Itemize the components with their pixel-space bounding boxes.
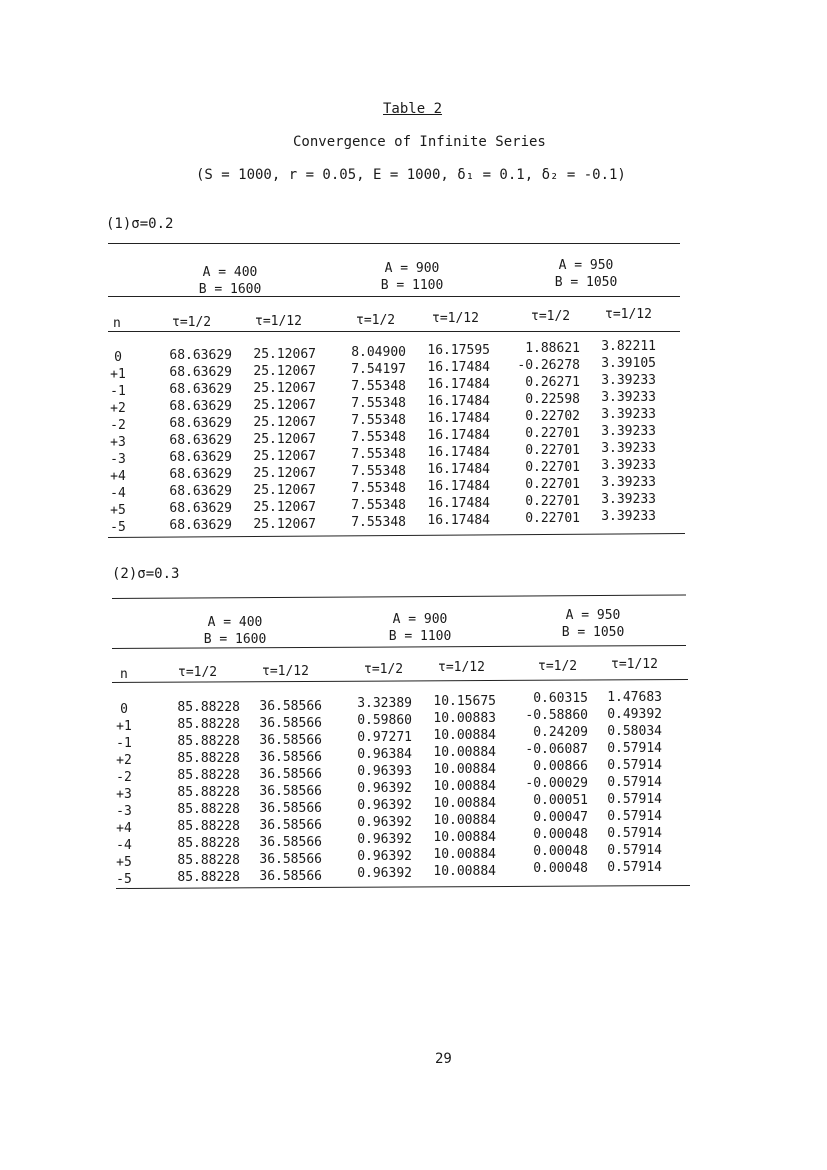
table-cell: 36.58566 [259,733,322,748]
group-header: A = 400 B = 1600 [198,265,262,297]
table-cell: 7.54197 [351,362,406,377]
column-header: τ=1/12 [438,660,485,675]
group-header: A = 950 B = 1050 [561,608,625,640]
table-cell: 16.17484 [427,394,490,409]
table-cell: 0.22701 [525,494,580,509]
table-cell: 0.96392 [357,781,412,796]
column-header: τ=1/2 [172,315,212,330]
column-header: τ=1/2 [364,662,404,677]
table-cell: 3.39233 [601,373,656,388]
table-cell: 36.58566 [259,852,322,867]
table-cell: 0.22701 [525,443,580,458]
table-cell: 85.88228 [177,751,240,766]
table-cell: 0.00048 [533,861,588,876]
table-column [110,701,138,888]
table-cell: 3.39233 [601,492,656,507]
table-cell: 16.17484 [427,462,490,477]
table-column [574,338,656,525]
table-cell: 3.32389 [357,696,412,711]
table-cell: 0.59860 [357,713,412,728]
table-cell: 85.88228 [177,853,240,868]
table-cell: 0.00047 [533,810,588,825]
column-header: τ=1/12 [262,664,309,679]
table-cell: 16.17484 [427,513,490,528]
column-header: τ=1/12 [432,311,479,326]
table-cell: 10.00884 [433,830,496,845]
table-cell: 0.58034 [607,724,662,739]
row-index: -4 [116,838,132,853]
table-cell: 0.57914 [607,809,662,824]
table-cell: 0.57914 [607,775,662,790]
top-rule [112,594,686,599]
table-column [148,347,232,534]
table-cell: 10.00884 [433,779,496,794]
table-cell: 36.58566 [259,784,322,799]
table-cell: 25.12067 [253,381,316,396]
table-cell: 25.12067 [253,517,316,532]
row-index: -5 [116,872,132,887]
row-index: +1 [116,719,132,734]
table-cell: 3.82211 [601,339,656,354]
column-header: τ=1/2 [356,313,396,328]
table-cell: 0.96384 [357,747,412,762]
table-cell: 36.58566 [259,750,322,765]
table-cell: 0.57914 [607,741,662,756]
header-bottom-rule [108,331,680,332]
column-header: τ=1/12 [611,657,658,672]
table-cell: 10.00884 [433,762,496,777]
group-header: A = 900 B = 1100 [388,612,452,644]
table-cell: 0.96392 [357,815,412,830]
table-cell: 68.63629 [169,365,232,380]
row-index: -1 [116,736,132,751]
column-header: τ=1/2 [538,659,578,674]
table-parameters: (S = 1000, r = 0.05, E = 1000, δ₁ = 0.1, δ₂ = -0.1) [196,167,626,183]
table-cell: 7.55348 [351,481,406,496]
table-cell: 3.39233 [601,458,656,473]
table-cell: 36.58566 [259,869,322,884]
table-cell: 16.17484 [427,445,490,460]
header-rule [108,296,680,297]
table-cell: 3.39233 [601,424,656,439]
table-cell: 68.63629 [169,450,232,465]
group-header: A = 900 B = 1100 [380,261,444,293]
table-cell: 0.57914 [607,860,662,875]
table-cell: 16.17484 [427,377,490,392]
group-header: A = 950 B = 1050 [554,258,618,290]
table-column [496,340,580,527]
table-label: Table 2 [383,101,443,117]
table-cell: 7.55348 [351,430,406,445]
row-index: 0 [120,702,128,717]
table-column [326,344,406,531]
table-cell: 85.88228 [177,802,240,817]
row-index: -1 [110,384,126,399]
table-cell: 68.63629 [169,433,232,448]
table-cell: 85.88228 [177,870,240,885]
table-cell: 0.00048 [533,827,588,842]
row-index: +2 [116,753,132,768]
table-cell: 68.63629 [169,467,232,482]
table-cell: 3.39233 [601,390,656,405]
table-cell: 7.55348 [351,396,406,411]
table-column [404,342,490,529]
table-cell: 25.12067 [253,398,316,413]
table-cell: 0.22702 [525,409,580,424]
table-cell: 85.88228 [177,768,240,783]
table-cell: 36.58566 [259,767,322,782]
table-cell: 0.00051 [533,793,588,808]
group-header: A = 400 B = 1600 [203,615,267,647]
table-cell: 10.00884 [433,728,496,743]
table-cell: 0.24209 [533,725,588,740]
row-index: +2 [110,401,126,416]
row-index: -2 [110,418,126,433]
table-cell: 68.63629 [169,416,232,431]
column-header: τ=1/2 [178,665,218,680]
table-cell: 10.00884 [433,813,496,828]
table-cell: 10.00884 [433,796,496,811]
row-index: +3 [116,787,132,802]
column-header: τ=1/12 [605,307,652,322]
table-column [104,349,132,536]
table-cell: 36.58566 [259,835,322,850]
table-cell: 68.63629 [169,348,232,363]
table-cell: 25.12067 [253,500,316,515]
table-cell: 0.57914 [607,843,662,858]
table-cell: -0.26278 [517,358,580,373]
table-column [238,698,322,885]
table-cell: 25.12067 [253,415,316,430]
table-cell: 0.57914 [607,758,662,773]
table-cell: 10.00884 [433,847,496,862]
row-index: +4 [116,821,132,836]
table-cell: 8.04900 [351,345,406,360]
table-cell: 0.60315 [533,691,588,706]
row-index: +4 [110,469,126,484]
table-cell: 25.12067 [253,364,316,379]
column-header: τ=1/12 [255,314,302,329]
table-cell: 16.17595 [427,343,490,358]
table-cell: 85.88228 [177,717,240,732]
table-cell: 16.17484 [427,428,490,443]
table-cell: 25.12067 [253,466,316,481]
table-cell: 0.00048 [533,844,588,859]
table-cell: 25.12067 [253,432,316,447]
table-cell: 0.26271 [525,375,580,390]
table-cell: 1.88621 [525,341,580,356]
table-cell: 7.55348 [351,413,406,428]
table-cell: 3.39233 [601,509,656,524]
table-cell: 68.63629 [169,484,232,499]
table-cell: 0.00866 [533,759,588,774]
section-label: (2)σ=0.3 [112,566,180,582]
table-cell: 16.17484 [427,360,490,375]
table-cell: 85.88228 [177,819,240,834]
table-cell: -0.06087 [525,742,588,757]
table-cell: 0.22701 [525,460,580,475]
table-cell: 0.49392 [607,707,662,722]
row-index: -4 [110,486,126,501]
table-cell: 0.57914 [607,826,662,841]
table-cell: 0.96392 [357,849,412,864]
table-cell: 68.63629 [169,501,232,516]
table-cell: 0.96392 [357,798,412,813]
section-label: (1)σ=0.2 [106,216,174,232]
table-cell: 36.58566 [259,699,322,714]
page-number: 29 [435,1051,452,1067]
row-index: -2 [116,770,132,785]
table-cell: 16.17484 [427,479,490,494]
table-cell: 10.15675 [433,694,496,709]
table-cell: 10.00883 [433,711,496,726]
table-cell: 25.12067 [253,449,316,464]
table-cell: 36.58566 [259,801,322,816]
table-cell: 68.63629 [169,518,232,533]
table-cell: 10.00884 [433,745,496,760]
row-index: -3 [116,804,132,819]
row-index: 0 [114,350,122,365]
row-index: -3 [110,452,126,467]
table-cell: 85.88228 [177,785,240,800]
table-cell: 3.39233 [601,407,656,422]
top-rule [108,243,680,244]
table-cell: 7.55348 [351,379,406,394]
table-cell: 85.88228 [177,734,240,749]
table-cell: 0.97271 [357,730,412,745]
column-header: n [113,316,121,331]
table-column [504,690,588,877]
table-cell: 1.47683 [607,690,662,705]
row-index: +5 [116,855,132,870]
table-cell: 85.88228 [177,700,240,715]
table-cell: 0.96392 [357,832,412,847]
table-cell: -0.00029 [525,776,588,791]
table-cell: 0.22701 [525,426,580,441]
column-header: τ=1/2 [531,309,571,324]
table-cell: 7.55348 [351,447,406,462]
table-cell: 0.22701 [525,477,580,492]
table-heading: Convergence of Infinite Series [293,134,546,150]
table-cell: 25.12067 [253,347,316,362]
table-cell: 3.39233 [601,441,656,456]
table-cell: 7.55348 [351,464,406,479]
column-header: n [120,667,128,682]
table-cell: 3.39105 [601,356,656,371]
row-index: +5 [110,503,126,518]
table-column [580,689,662,876]
table-column [410,693,496,880]
table-cell: 0.57914 [607,792,662,807]
table-cell: 16.17484 [427,496,490,511]
table-cell: 16.17484 [427,411,490,426]
table-cell: 0.22598 [525,392,580,407]
table-cell: 0.96392 [357,866,412,881]
table-cell: 7.55348 [351,515,406,530]
table-cell: 36.58566 [259,818,322,833]
table-cell: 7.55348 [351,498,406,513]
table-cell: 3.39233 [601,475,656,490]
row-index: -5 [110,520,126,535]
table-cell: 36.58566 [259,716,322,731]
table-cell: 10.00884 [433,864,496,879]
table-column [232,346,316,533]
row-index: +3 [110,435,126,450]
row-index: +1 [110,367,126,382]
table-cell: 0.22701 [525,511,580,526]
table-cell: 68.63629 [169,399,232,414]
table-cell: 68.63629 [169,382,232,397]
table-cell: 0.96393 [357,764,412,779]
table-cell: 25.12067 [253,483,316,498]
table-column [156,699,240,886]
table-column [332,695,412,882]
table-cell: -0.58860 [525,708,588,723]
table-cell: 85.88228 [177,836,240,851]
